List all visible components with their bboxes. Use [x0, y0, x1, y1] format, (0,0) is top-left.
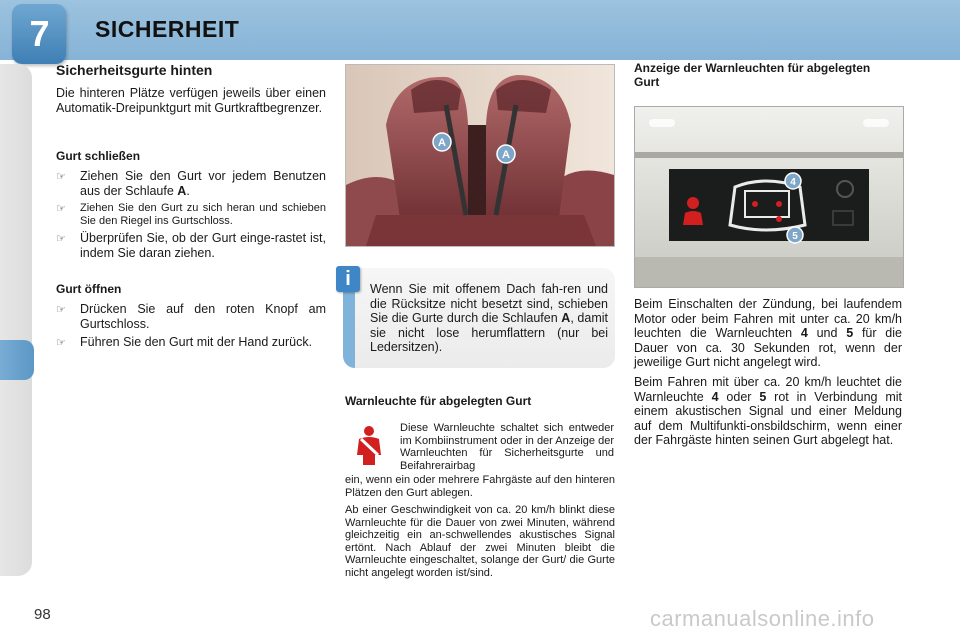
chapter-number: 7	[29, 13, 49, 54]
watermark: carmanualsonline.info	[650, 606, 875, 631]
pointer-icon: ☞	[56, 304, 66, 316]
warning-light-title: Warnleuchte für abgelegten Gurt	[345, 394, 532, 408]
side-chapter-marker	[0, 340, 34, 380]
display-title: Anzeige der Warnleuchten für abgelegten Gurt	[634, 61, 871, 89]
left-column	[56, 62, 326, 355]
callout-4: 4	[790, 177, 796, 188]
warning-display-illustration	[635, 107, 903, 287]
side-strip	[0, 64, 32, 576]
warning-light-text-2: Ab einer Geschwindigkeit von ca. 20 km/h blinkt diese Warnleuchte für die Dauer von zwei Minuten, während gleichzeitig ein an-schwellendes akustisches Signal ertönt. Nach Ablauf der zwei Minuten bleibt die Warnleuchte eingeschaltet, solange der Gurt/ die Gurte nicht angelegt worden ist/sind.	[345, 504, 615, 579]
intro-paragraph: Die hinteren Plätze verfügen jeweils über einen Automatik-Dreipunktgurt mit Gurtkraftbegrenzer.	[56, 86, 326, 115]
pointer-icon: ☞	[56, 337, 66, 349]
open-step-1: ☞ Drücken Sie auf den roten Knopf am Gurtschloss.	[56, 302, 326, 331]
callout-a-left: A	[438, 137, 446, 149]
seatbelt-warning-icon	[352, 425, 386, 467]
close-belt-title: Gurt schließen	[56, 149, 141, 163]
close-step-1: ☞ Ziehen Sie den Gurt vor jedem Benutzen aus der Schlaufe A.	[56, 169, 326, 198]
section-title: Sicherheitsgurte hinten	[56, 62, 213, 78]
warning-light-intro: Diese Warnleuchte schaltet sich entweder im Kombiinstrument oder in der Anzeige der Warnleuchten für Sicherheitsgurte und Beifahrerairbag	[400, 422, 614, 472]
open-step-2: ☞ Führen Sie den Gurt mit der Hand zurück.	[56, 335, 313, 349]
display-text-1: Beim Einschalten der Zündung, bei laufendem Motor oder beim Fahren mit unter ca. 20 km/h leuchten die Warnleuchten 4 und 5 für die Dauer von ca. 30 Sekunden rot, wenn der jeweilige Gurt nicht angelegt wird.	[634, 297, 902, 369]
close-step-3: ☞ Überprüfen Sie, ob der Gurt einge-rastet ist, indem Sie daran ziehen.	[56, 231, 326, 260]
warning-display-photo	[634, 106, 904, 288]
open-belt-title: Gurt öffnen	[56, 282, 122, 296]
close-step-2: ☞ Ziehen Sie den Gurt zu sich heran und schieben Sie den Riegel ins Gurtschloss.	[56, 202, 326, 227]
pointer-icon: ☞	[56, 233, 66, 245]
callout-a-right: A	[502, 149, 510, 161]
info-icon: i	[336, 266, 360, 292]
pointer-icon: ☞	[56, 203, 66, 215]
pointer-icon: ☞	[56, 171, 66, 183]
callout-5: 5	[792, 231, 798, 242]
page-title: SICHERHEIT	[95, 16, 240, 42]
display-text-2: Beim Fahren mit über ca. 20 km/h leuchtet die Warnleuchte 4 oder 5 rot in Verbindung mit einem akustischen Signal und einer Meldung auf dem Multifunkti-onsbildschirm, wenn einer der Fahrgäste hinten seinen Gurt abgelegt hat.	[634, 375, 903, 447]
rear-seat-photo	[345, 64, 615, 247]
rear-seat-illustration	[346, 65, 614, 246]
info-text: Wenn Sie mit offenem Dach fah-ren und die Rücksitze nicht besetzt sind, schieben Sie die Gurte durch die Schlaufen A, damit sie nicht lose herumflattern (nur bei Ledersitzen).	[370, 282, 608, 354]
page-number: 98	[34, 606, 51, 623]
warning-light-text-1: ein, wenn ein oder mehrere Fahrgäste auf den hinteren Plätzen den Gurt ablegen.	[345, 474, 615, 499]
chapter-tab	[12, 4, 66, 64]
